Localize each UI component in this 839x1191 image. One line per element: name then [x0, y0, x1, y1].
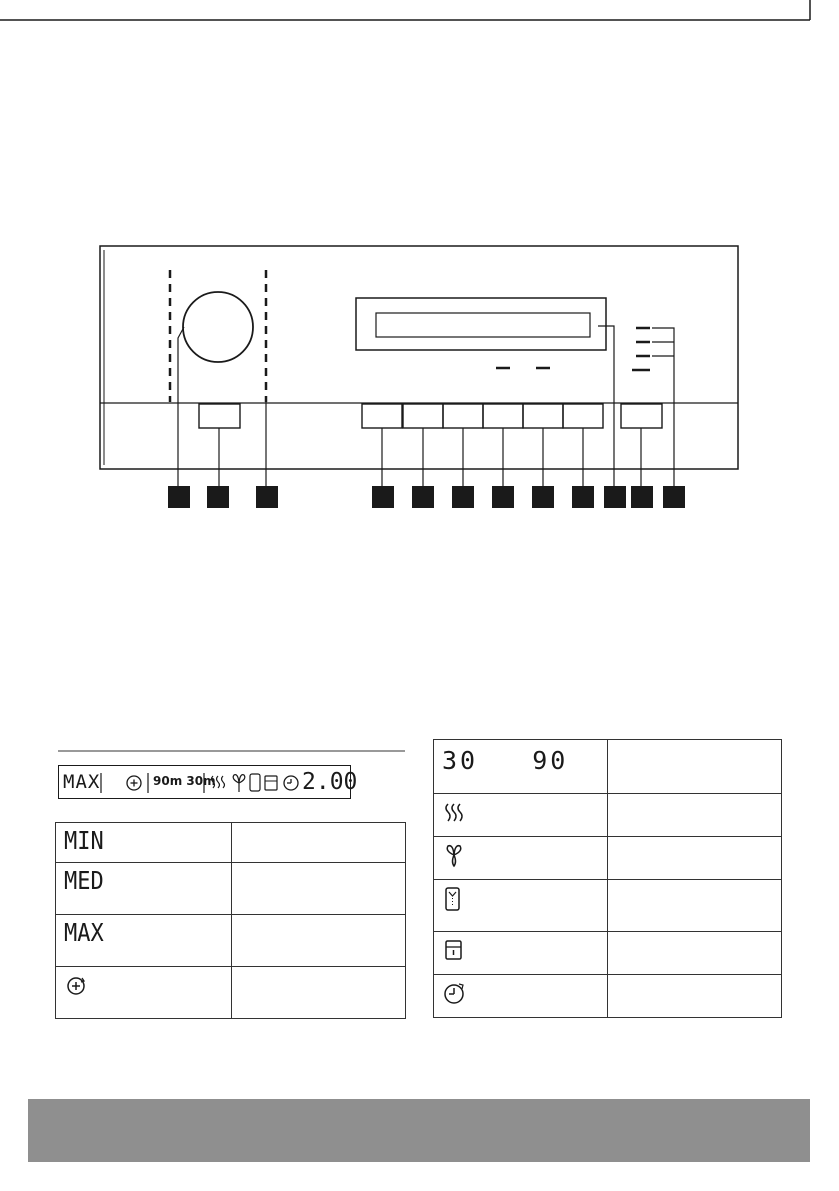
fan-icon	[442, 843, 468, 869]
desc-cell	[608, 975, 782, 1018]
callout-marker	[492, 486, 514, 508]
display-window-inner	[376, 313, 590, 337]
callout-marker	[663, 486, 685, 508]
table-row	[56, 967, 406, 1019]
control-panel-diagram	[0, 230, 839, 520]
door-lock-icon	[265, 776, 277, 790]
heat-waves-icon	[442, 800, 468, 826]
panel-outline	[100, 246, 738, 469]
table-row	[434, 794, 782, 837]
desc-cell	[608, 932, 782, 975]
button-6	[563, 404, 603, 428]
callout-marker	[452, 486, 474, 508]
desc-cell	[232, 967, 406, 1019]
desc-cell	[608, 740, 782, 794]
desc-cell	[608, 880, 782, 932]
table-row	[434, 837, 782, 880]
symbol-min: MIN	[64, 827, 104, 856]
strip-level: MAX	[63, 771, 101, 793]
callout-marker	[207, 486, 229, 508]
button-start	[199, 404, 240, 428]
callout-marker	[532, 486, 554, 508]
display-window-outer	[356, 298, 606, 350]
table-row	[56, 823, 406, 863]
door-lock-icon	[442, 938, 468, 964]
button-1	[362, 404, 402, 428]
table-row	[56, 863, 406, 915]
table-row	[434, 740, 782, 794]
callout-marker	[256, 486, 278, 508]
strip-clock: 2.00	[302, 769, 358, 795]
button-onoff	[621, 404, 662, 428]
desc-cell	[232, 915, 406, 967]
display-strip	[58, 765, 358, 799]
left-legend-table	[55, 822, 406, 1019]
table-row	[56, 915, 406, 967]
button-3	[443, 404, 483, 428]
shirt-icon	[250, 774, 260, 791]
symbol-med: MED	[64, 867, 104, 896]
timer-icon	[284, 776, 298, 790]
symbol-max: MAX	[64, 919, 104, 948]
desc-cell	[608, 837, 782, 880]
plus-cycle-icon	[64, 973, 90, 999]
strip-times: 90m 30m	[153, 774, 216, 788]
right-legend-table	[433, 739, 782, 1018]
callout-marker	[168, 486, 190, 508]
callout-marker	[412, 486, 434, 508]
desc-cell	[232, 863, 406, 915]
symbol-30-90: 30 90	[442, 746, 569, 775]
desc-cell	[608, 794, 782, 837]
shirt-icon	[442, 886, 468, 914]
button-5	[523, 404, 563, 428]
callout-marker	[631, 486, 653, 508]
plus-cycle-icon	[127, 776, 141, 790]
table-row	[434, 880, 782, 932]
button-2	[403, 404, 443, 428]
callout-marker	[572, 486, 594, 508]
page-top-rule	[0, 0, 839, 24]
button-4	[483, 404, 523, 428]
section-rule	[58, 750, 405, 752]
table-row	[434, 932, 782, 975]
table-row	[434, 975, 782, 1018]
callout-marker	[604, 486, 626, 508]
timer-icon	[442, 981, 468, 1007]
footer-bar	[28, 1099, 810, 1162]
desc-cell	[232, 823, 406, 863]
callout-marker	[372, 486, 394, 508]
programme-dial	[183, 292, 253, 362]
fan-icon	[233, 775, 245, 792]
